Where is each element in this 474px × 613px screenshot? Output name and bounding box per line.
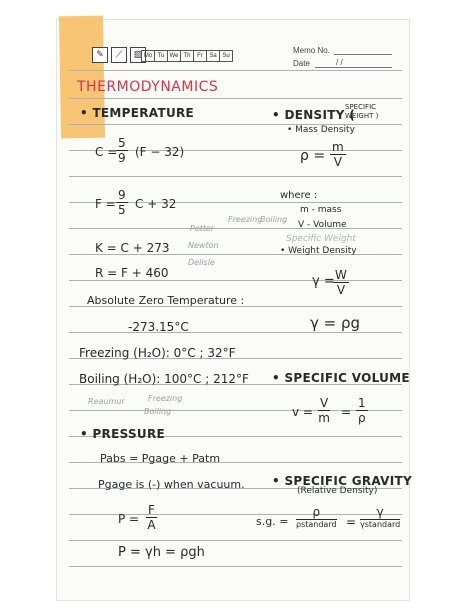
eq-rho-fraction xyxy=(330,140,346,169)
abs-zero-label: Absolute Zero Temperature : xyxy=(87,294,245,307)
eq-pabs: Pabs = Pgage + Patm xyxy=(100,452,221,465)
rule-line xyxy=(69,98,402,99)
date-label: Date xyxy=(293,59,310,68)
fraction-numerator: γ xyxy=(360,505,400,520)
mass-definition: m - mass xyxy=(300,205,342,215)
header-icons xyxy=(92,47,146,63)
where-label: where : xyxy=(280,190,318,201)
day-box[interactable]: Th xyxy=(180,50,194,62)
fraction-numerator: m xyxy=(332,140,344,154)
fraction-denominator: V xyxy=(336,283,346,297)
pressure-heading: • PRESSURE xyxy=(80,427,166,441)
rule-line xyxy=(69,410,402,411)
specific-volume-heading: • SPECIFIC VOLUME xyxy=(272,371,410,385)
eq-sg-fraction-2 xyxy=(360,505,400,529)
fraction-numerator: 1 xyxy=(358,396,366,410)
eq-celsius-lhs: C = xyxy=(95,145,118,159)
eq-pressure-fraction xyxy=(146,503,157,532)
rule-line xyxy=(69,540,402,541)
fraction-numerator: 5 xyxy=(118,136,126,150)
specific-gravity-subtitle: (Relative Density) xyxy=(297,486,378,496)
fraction-denominator: V xyxy=(333,155,342,169)
fraction-denominator: m xyxy=(318,411,330,425)
day-box[interactable]: Mo xyxy=(141,50,155,62)
pgage-note: Pgage is (-) when vacuum. xyxy=(98,478,245,491)
date-value: / / xyxy=(336,58,343,67)
bleed-boiling-col: Boiling xyxy=(260,215,288,224)
eq-sv-equals: = xyxy=(341,405,352,419)
fraction-numerator: 9 xyxy=(118,188,126,202)
rule-line xyxy=(69,280,402,281)
specific-gravity-heading: • SPECIFIC GRAVITY xyxy=(272,474,412,488)
eq-hydrostatic: P = γh = ρgh xyxy=(118,545,205,560)
mass-density-label: • Mass Density xyxy=(287,125,355,135)
day-box[interactable]: Su xyxy=(219,50,233,62)
bleed-newton: Newton xyxy=(188,241,219,250)
eq-pressure-lhs: P = xyxy=(118,512,140,526)
rule-line xyxy=(69,228,402,229)
bleed-freezing2: Freezing xyxy=(148,394,183,403)
temperature-heading: • TEMPERATURE xyxy=(80,106,195,120)
boiling-point: Boiling (H₂O): 100°C ; 212°F xyxy=(79,372,249,386)
fraction-numerator: ρ xyxy=(296,505,337,520)
fraction-numerator: V xyxy=(320,396,329,410)
day-boxes xyxy=(142,50,233,62)
eq-rho-lhs: ρ = xyxy=(300,148,326,164)
fraction-denominator: 5 xyxy=(118,203,126,217)
eq-gamma-rho-g: γ = ρg xyxy=(310,314,361,332)
fraction-numerator: W xyxy=(335,268,347,282)
density-paren-bot: WEIGHT ) xyxy=(345,112,379,120)
bleed-delisle: Delisle xyxy=(188,258,215,267)
rule-line xyxy=(69,566,402,567)
volume-definition: V - Volume xyxy=(298,220,347,230)
density-paren-top: SPECIFIC xyxy=(345,103,377,111)
density-heading: • DENSITY ( xyxy=(272,108,355,122)
fraction-denominator: γstandard xyxy=(360,520,401,529)
fraction-denominator: ρstandard xyxy=(296,520,337,529)
date-field[interactable] xyxy=(315,67,392,68)
bleed-freezing-col: Freezing xyxy=(228,215,263,224)
eq-sv-fraction-1 xyxy=(318,396,330,425)
bleed-potter: Potter xyxy=(190,224,215,233)
freezing-point: Freezing (H₂O): 0°C ; 32°F xyxy=(79,346,236,360)
bleed-boiling2: Boiling xyxy=(144,407,172,416)
eq-fahrenheit-rhs: C + 32 xyxy=(135,197,177,211)
pencil-icon: ✎ xyxy=(92,47,108,63)
eq-celsius-rhs: (F − 32) xyxy=(135,145,185,159)
shaded-box-icon: ▨ xyxy=(130,47,146,63)
diagonal-icon: ⟋ xyxy=(111,47,127,63)
fraction-denominator: A xyxy=(147,518,156,532)
eq-rankine: R = F + 460 xyxy=(95,266,169,280)
eq-sv-fraction-2 xyxy=(356,396,368,425)
eq-gamma-fraction xyxy=(333,268,349,297)
rule-line xyxy=(69,176,402,177)
eq-sv-lhs: v = xyxy=(292,405,313,419)
day-box[interactable]: We xyxy=(167,50,181,62)
rule-line xyxy=(69,70,402,71)
memo-field[interactable] xyxy=(334,54,392,55)
abs-zero-value: -273.15°C xyxy=(128,320,189,334)
day-box[interactable]: Tu xyxy=(154,50,168,62)
day-box[interactable]: Fr xyxy=(193,50,207,62)
bleed-reaumur: Reaumur xyxy=(88,397,125,406)
bleed-specific-weight: Specific Weight xyxy=(286,234,356,244)
weight-density-label: • Weight Density xyxy=(280,246,357,256)
eq-sg-equals: = xyxy=(346,515,357,529)
fraction-denominator: ρ xyxy=(358,411,366,425)
eq-kelvin: K = C + 273 xyxy=(95,241,170,255)
eq-gamma-lhs: γ = xyxy=(312,274,335,289)
fraction-denominator: 9 xyxy=(118,151,126,165)
memo-label: Memo No. xyxy=(293,46,330,55)
page-title: THERMODYNAMICS xyxy=(77,79,219,95)
eq-sg-fraction-1 xyxy=(296,505,337,529)
fraction-numerator: F xyxy=(148,503,155,517)
day-box[interactable]: Sa xyxy=(206,50,220,62)
eq-sg-lhs: s.g. = xyxy=(256,515,289,528)
rule-line xyxy=(69,332,402,333)
eq-fahrenheit-fraction xyxy=(116,188,128,217)
eq-fahrenheit-lhs: F = xyxy=(95,197,116,211)
eq-celsius-fraction xyxy=(116,136,128,165)
